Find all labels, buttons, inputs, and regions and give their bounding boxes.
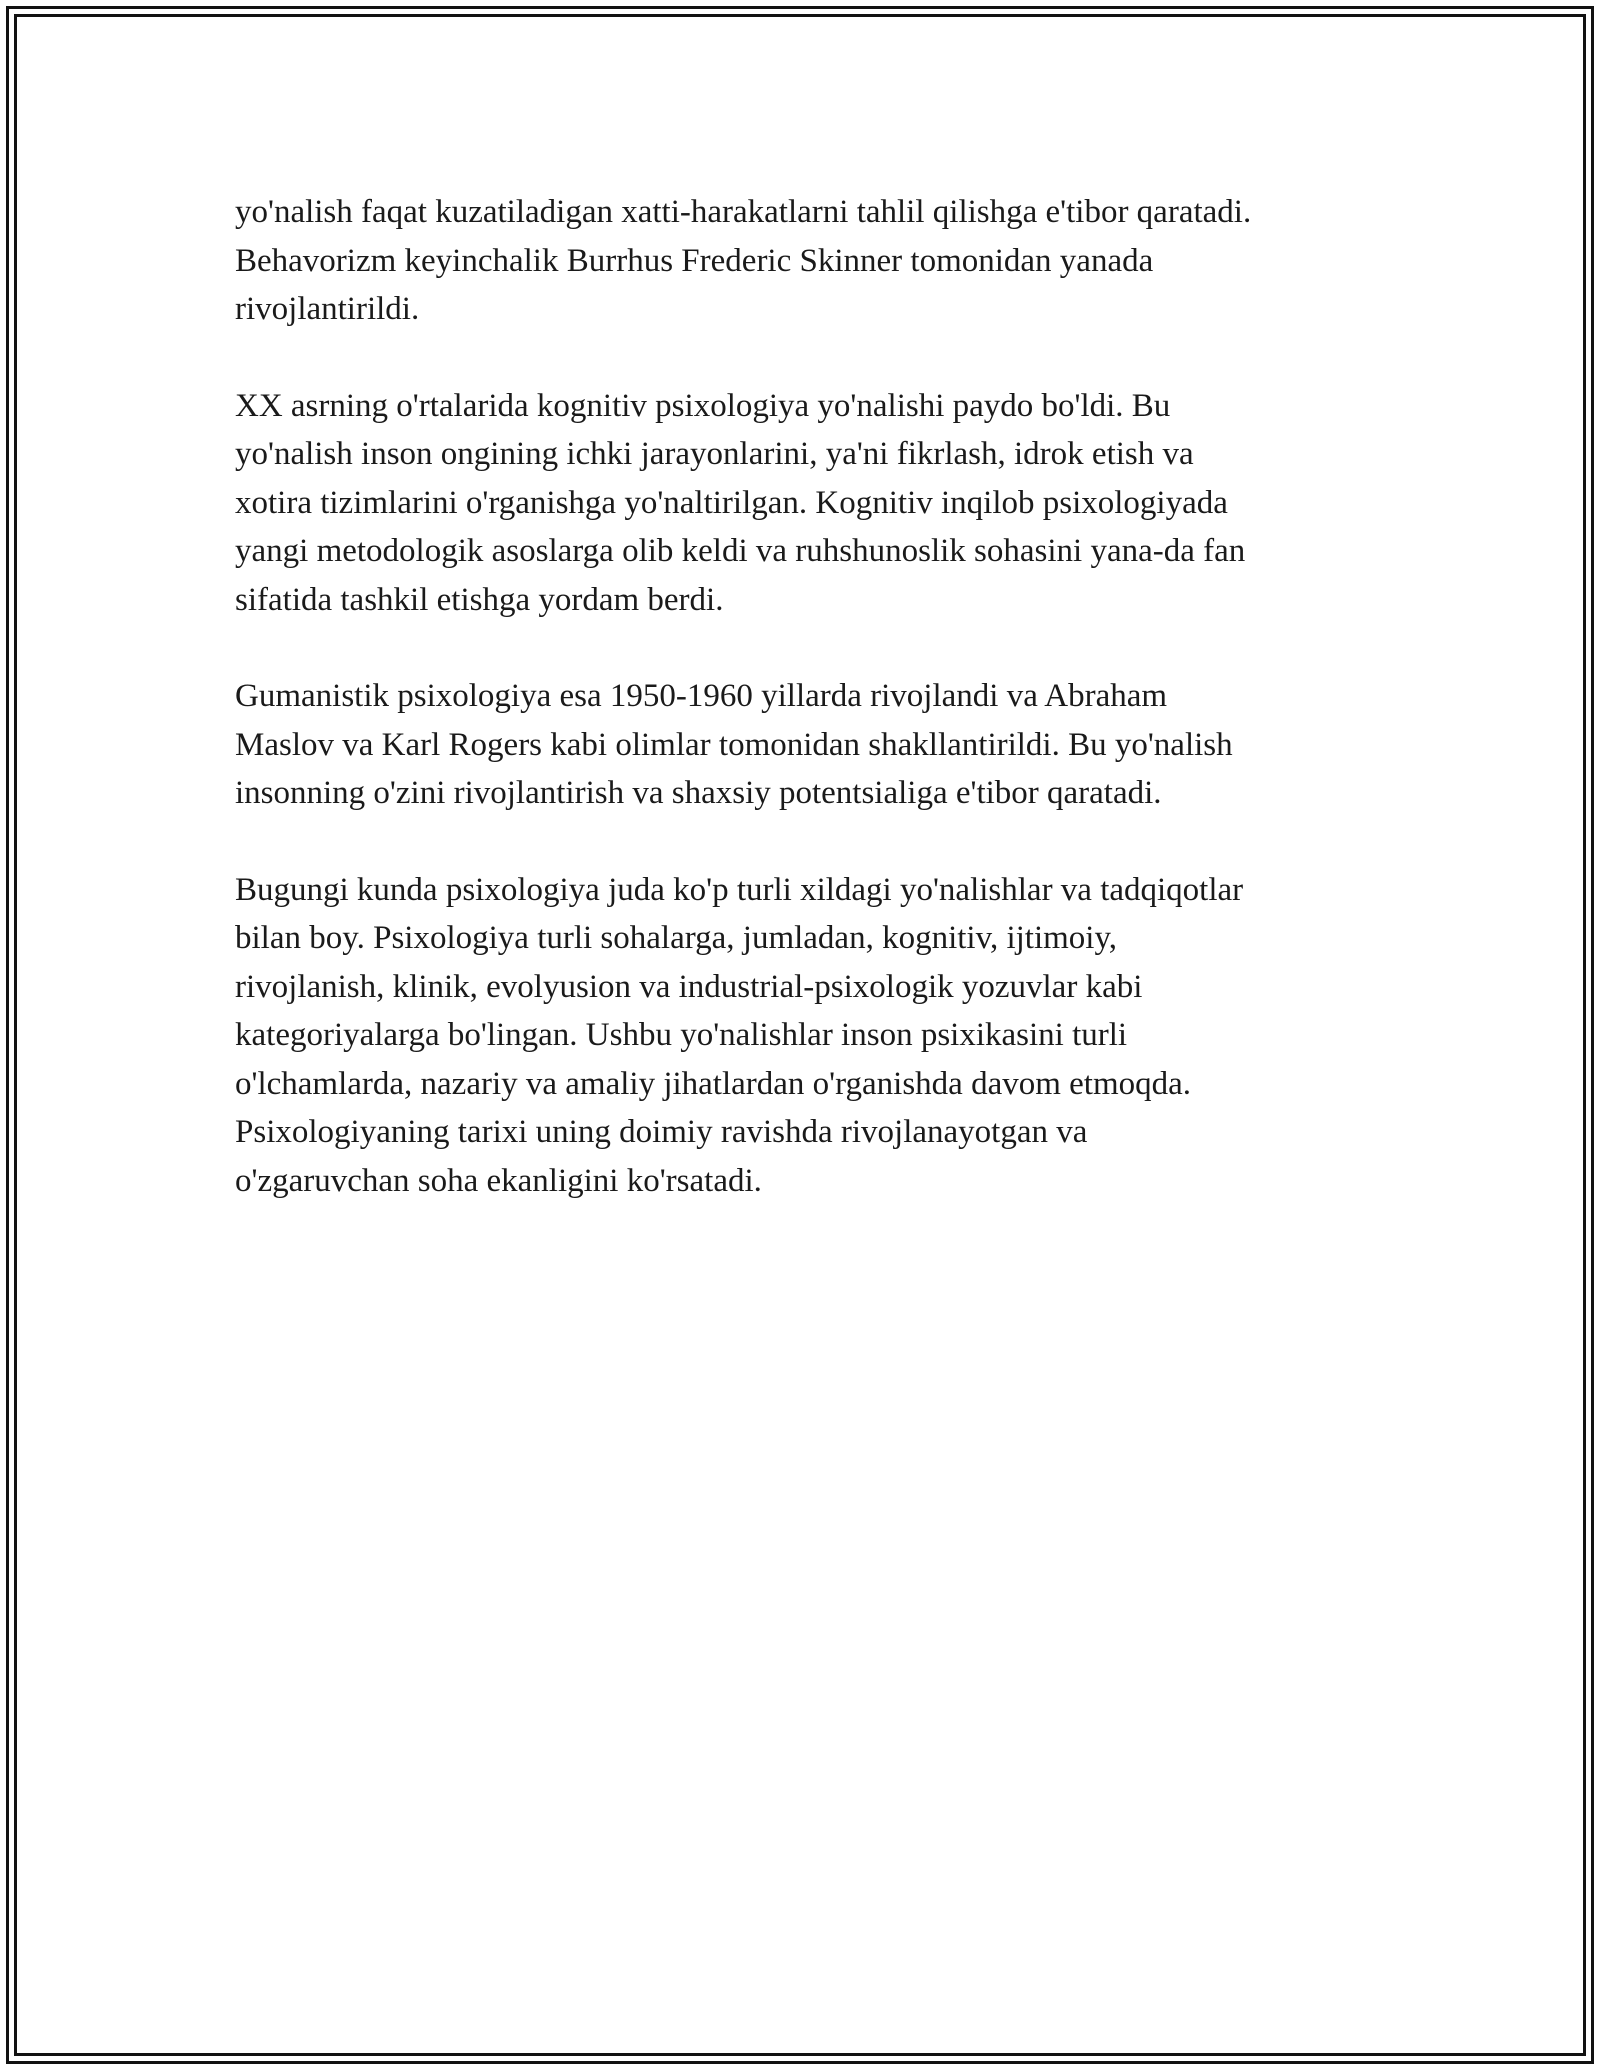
paragraph-cognitive xyxy=(235,382,1395,625)
text-line: Gumanistik psixologiya esa 1950-1960 yillarda rivojlandi va Abraham xyxy=(235,678,1168,714)
paragraph-behaviorism xyxy=(235,188,1395,334)
text-line: rivojlanish, klinik, evolyusion va industrial-psixologik yozuvlar kabi xyxy=(235,968,1143,1005)
text-line: Psixologiyaning tarixi uning doimiy ravishda rivojlanayotgan va xyxy=(235,1114,1088,1150)
text-line: sifatida tashkil etishga yordam berdi. xyxy=(235,581,724,618)
text-line: yangi metodologik asoslarga olib keldi va ruhshunoslik sohasini yana-da fan xyxy=(235,533,1246,569)
text-line: kategoriyalarga bo'lingan. Ushbu yo'nalishlar inson psixikasini turli xyxy=(235,1017,1128,1053)
text-line: yo'nalish inson ongining ichki jarayonlarini, ya'ni fikrlash, idrok etish va xyxy=(235,436,1194,472)
text-line: o'lchamlarda, nazariy va amaliy jihatlardan o'rganishda davom etmoqda. xyxy=(235,1065,1192,1102)
text-line: Bugungi kunda psixologiya juda ko'p turli xildagi yo'nalishlar va tadqiqotlar xyxy=(235,871,1244,908)
text-line: xotira tizimlarini o'rganishga yo'naltirilgan. Kognitiv inqilob psixologiyada xyxy=(235,484,1228,521)
text-line: Maslov va Karl Rogers kabi olimlar tomonidan shakllantirildi. Bu yo'nalish xyxy=(235,726,1233,763)
text-line: rivojlantirildi. xyxy=(235,291,420,327)
text-line: Behavorizm keyinchalik Burrhus Frederic Skinner tomonidan yanada xyxy=(235,242,1154,279)
paragraph-modern xyxy=(235,866,1395,1206)
text-line: XX asrning o'rtalarida kognitiv psixologiya yo'nalishi paydo bo'ldi. Bu xyxy=(235,387,1171,424)
text-line: bilan boy. Psixologiya turli sohalarga, jumladan, kognitiv, ijtimoiy, xyxy=(235,920,1118,956)
text-line: yo'nalish faqat kuzatiladigan xatti-harakatlarni tahlil qilishga e'tibor qaratadi. xyxy=(235,194,1252,230)
document-body xyxy=(235,188,1395,1253)
paragraph-humanistic xyxy=(235,672,1395,818)
text-line: insonning o'zini rivojlantirish va shaxsiy potentsialiga e'tibor qaratadi. xyxy=(235,775,1162,811)
text-line: o'zgaruvchan soha ekanligini ko'rsatadi. xyxy=(235,1162,762,1199)
